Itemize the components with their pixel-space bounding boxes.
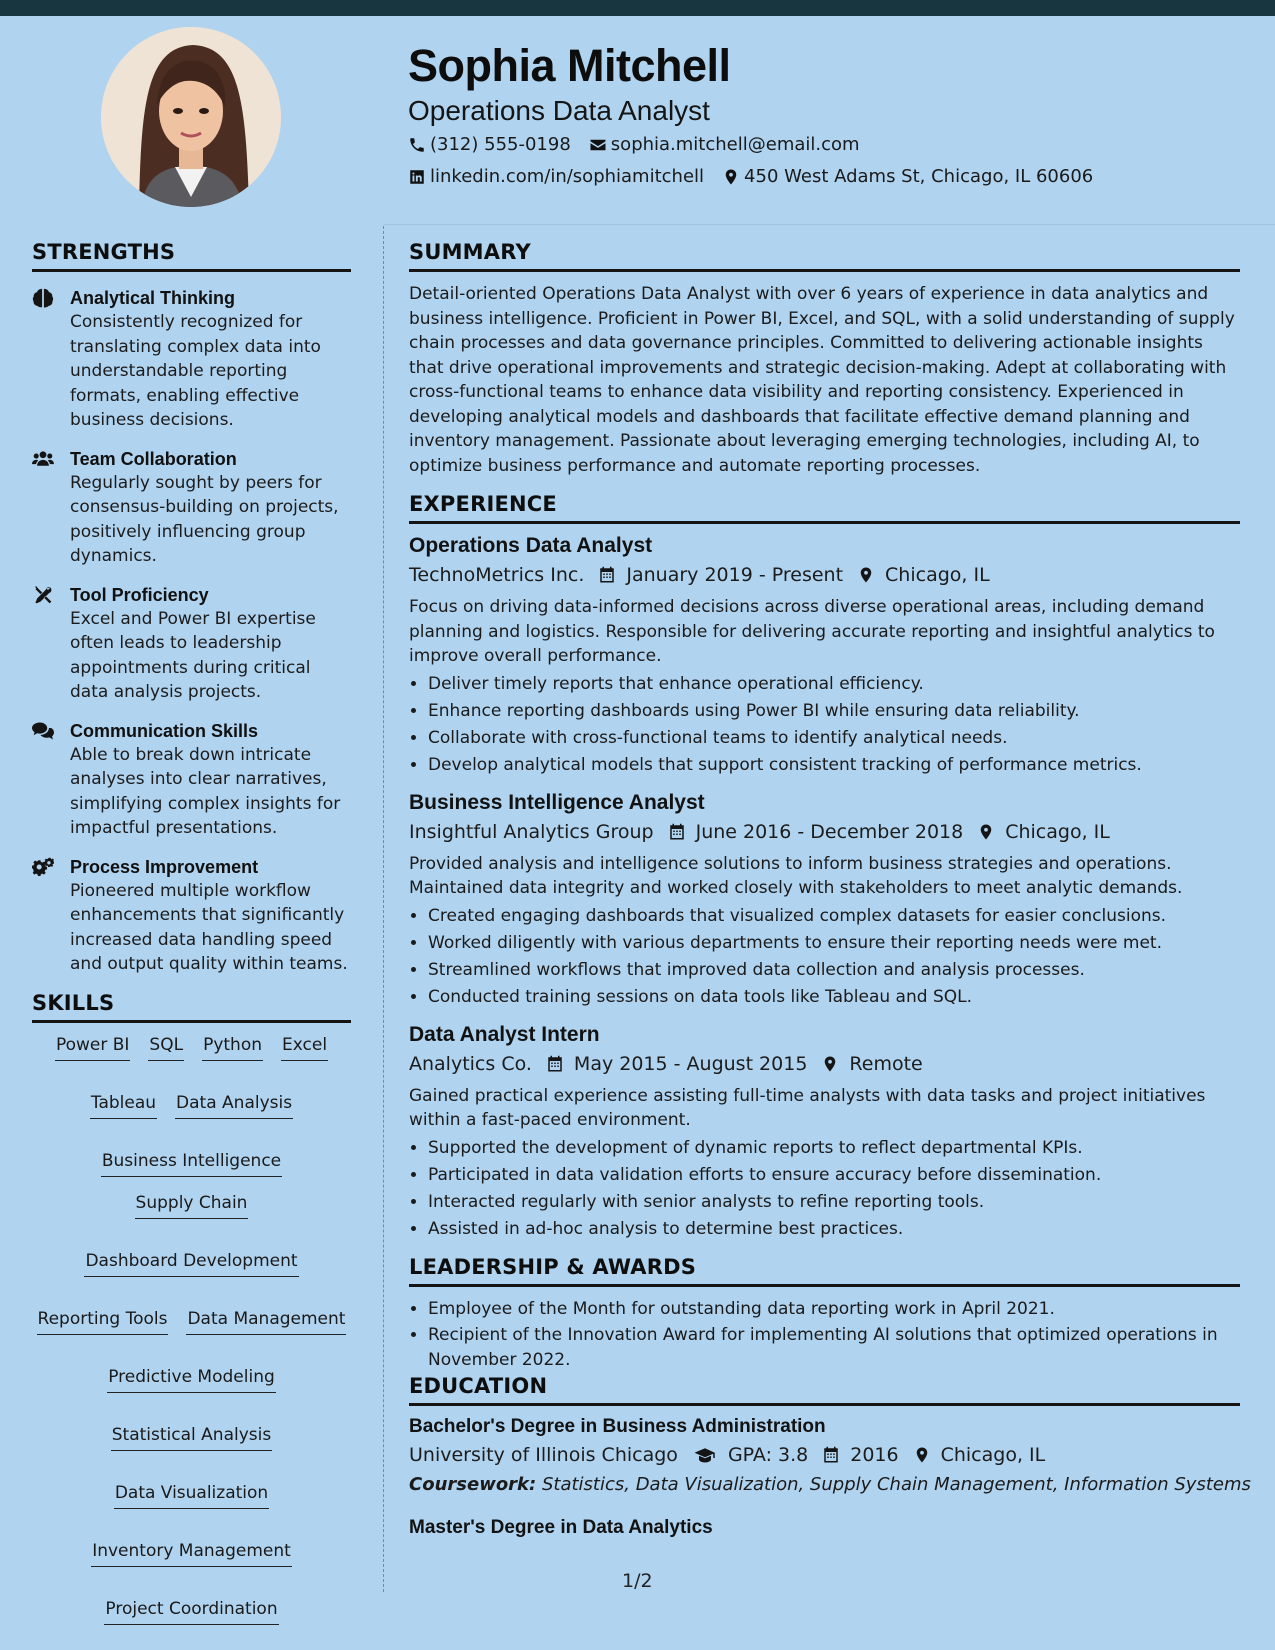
- edu-coursework: [409, 1474, 1251, 1495]
- contact-linkedin[interactable]: [408, 166, 704, 187]
- contact-row-2: [408, 166, 1105, 187]
- address-text: 450 West Adams St, Chicago, IL 60606: [744, 166, 1094, 187]
- edu-location: Chicago, IL: [940, 1444, 1046, 1466]
- map-marker-icon: [977, 823, 995, 841]
- map-marker-icon: [821, 1055, 839, 1073]
- cogs-icon: [32, 857, 54, 877]
- left-column: [32, 240, 351, 1625]
- skill-tag: SQL: [148, 1035, 184, 1061]
- skill-tag: Power BI: [55, 1035, 130, 1061]
- summary-text: Detail-oriented Operations Data Analyst with over 6 years of experience in data analytics and business intelligence. Proficient in Power BI, Excel, and SQL, with a solid understanding of supply chain processes and data governance principles. Committed to delivering actionable insights that drive operational improvements and strategic decision-making. Adept at collaborating with cross-functional teams to enhance data visibility and reporting consistency. Experienced in developing analytical models and dashboards that facilitate effective demand planning and inventory management. Passionate about leveraging emerging technologies, including AI, to optimize business performance and automate reporting processes.: [409, 284, 1235, 476]
- job-bullet: • Participated in data validation efforts to ensure accuracy before dissemination.: [428, 1162, 1240, 1189]
- skill-tag: Business Intelligence: [101, 1151, 282, 1177]
- users-icon: [32, 449, 54, 469]
- phone-icon: [408, 136, 426, 154]
- skill-tag: Predictive Modeling: [107, 1367, 276, 1393]
- contact-email[interactable]: [589, 134, 860, 155]
- contact-row-1: [408, 134, 872, 155]
- strength-item: [32, 855, 351, 977]
- job-location: Chicago, IL: [1005, 820, 1110, 843]
- strength-desc: Able to break down intricate analyses into clear narratives, simplifying complex insights for impactful presentations.: [70, 744, 341, 838]
- page-number: 1/2: [622, 1570, 653, 1592]
- strength-desc: Excel and Power BI expertise often leads to leadership appointments during critical data analysis projects.: [70, 608, 316, 702]
- map-marker-icon: [722, 168, 740, 186]
- skill-tag: Data Visualization: [114, 1483, 269, 1509]
- awards-heading: LEADERSHIP & AWARDS: [409, 1255, 1240, 1287]
- strength-name: Tool Proficiency: [70, 584, 209, 605]
- strengths-list: [32, 286, 351, 977]
- job-bullets: [409, 671, 1240, 779]
- skill-tag: Tableau: [90, 1093, 157, 1119]
- job-meta: [409, 821, 1240, 843]
- calendar-icon: [822, 1446, 840, 1464]
- strength-item: [32, 583, 351, 705]
- job-company: Analytics Co.: [409, 1052, 532, 1075]
- envelope-icon: [589, 136, 607, 154]
- job-meta: [409, 564, 1240, 586]
- job-bullet: • Interacted regularly with senior analysts to refine reporting tools.: [428, 1189, 1240, 1216]
- job-meta: [409, 1053, 1240, 1075]
- job-bullet: • Assisted in ad-hoc analysis to determine best practices.: [428, 1216, 1240, 1243]
- strength-name: Communication Skills: [70, 720, 259, 741]
- strength-name: Team Collaboration: [70, 448, 237, 469]
- job-bullet: • Enhance reporting dashboards using Power BI while ensuring data reliability.: [428, 698, 1240, 725]
- candidate-title: Operations Data Analyst: [408, 95, 710, 126]
- edu-degree: Master's Degree in Data Analytics: [409, 1517, 713, 1538]
- brain-icon: [32, 288, 54, 308]
- edu-degree: Bachelor's Degree in Business Administration: [409, 1416, 826, 1437]
- award-item: • Recipient of the Innovation Award for implementing AI solutions that optimized operations in November 2022.: [428, 1323, 1240, 1372]
- strength-desc: Pioneered multiple workflow enhancements that significantly increased data handling speed and output quality within teams.: [70, 880, 348, 974]
- education-heading: EDUCATION: [409, 1374, 1240, 1406]
- experience-heading: EXPERIENCE: [409, 492, 1240, 524]
- job-dates: June 2016 - December 2018: [695, 820, 964, 843]
- job-description: Focus on driving data-informed decisions across diverse operational areas, including demand planning and logistics. Responsible for delivering accurate reporting and insightful analytics to improve overall performance.: [409, 597, 1215, 666]
- skill-tag: Inventory Management: [91, 1541, 292, 1567]
- calendar-icon: [668, 823, 686, 841]
- strengths-heading: STRENGTHS: [32, 240, 351, 272]
- skills-list: [32, 1035, 351, 1625]
- calendar-icon: [598, 566, 616, 584]
- right-column: [409, 240, 1251, 1539]
- edu-school: University of Illinois Chicago: [409, 1444, 678, 1466]
- strength-item: [32, 719, 351, 841]
- profile-photo: [101, 27, 281, 207]
- job-bullet: • Deliver timely reports that enhance operational efficiency.: [428, 671, 1240, 698]
- edu-year: 2016: [850, 1444, 899, 1466]
- job-bullet: • Develop analytical models that support consistent tracking of performance metrics.: [428, 752, 1240, 779]
- awards-list: [409, 1297, 1240, 1373]
- calendar-icon: [546, 1055, 564, 1073]
- coursework-text: Statistics, Data Visualization, Supply Chain Management, Information Systems: [541, 1474, 1251, 1495]
- linkedin-icon: [408, 168, 426, 186]
- skills-heading: SKILLS: [32, 991, 351, 1023]
- job-bullets: [409, 1135, 1240, 1243]
- job-dates: January 2019 - Present: [626, 564, 844, 586]
- job-company: Insightful Analytics Group: [409, 820, 654, 843]
- contact-phone: [408, 134, 571, 155]
- job-location: Remote: [849, 1052, 923, 1075]
- job-bullet: • Collaborate with cross-functional teams to identify analytical needs.: [428, 725, 1240, 752]
- skill-tag: Project Coordination: [104, 1599, 278, 1625]
- experience-entry: [409, 534, 1240, 779]
- job-bullet: • Conducted training sessions on data tools like Tableau and SQL.: [428, 984, 1240, 1011]
- job-bullet: • Created engaging dashboards that visualized complex datasets for easier conclusions.: [428, 903, 1240, 930]
- strength-desc: Consistently recognized for translating complex data into understandable reporting formats, enabling effective business decisions.: [70, 312, 321, 430]
- job-location: Chicago, IL: [885, 564, 990, 586]
- job-dates: May 2015 - August 2015: [573, 1052, 808, 1075]
- experience-entry: [409, 791, 1240, 1011]
- skill-tag: Excel: [281, 1035, 328, 1061]
- skill-tag: Python: [202, 1035, 263, 1061]
- header-divider: [384, 224, 1275, 225]
- strength-item: [32, 286, 351, 433]
- strength-name: Analytical Thinking: [70, 288, 236, 308]
- tools-icon: [32, 585, 54, 605]
- job-bullet: • Worked diligently with various departments to ensure their reporting needs were met.: [428, 930, 1240, 957]
- job-company: TechnoMetrics Inc.: [409, 564, 585, 586]
- candidate-name: Sophia Mitchell: [408, 40, 731, 91]
- column-divider: [383, 226, 384, 1592]
- job-bullets: [409, 903, 1240, 1011]
- award-item: • Employee of the Month for outstanding data reporting work in April 2021.: [428, 1297, 1240, 1322]
- comments-icon: [32, 721, 54, 741]
- strength-name: Process Improvement: [70, 856, 259, 877]
- strength-desc: Regularly sought by peers for consensus-building on projects, positively influencing group dynamics.: [70, 472, 339, 566]
- email-text[interactable]: sophia.mitchell@email.com: [610, 134, 860, 155]
- job-bullet: • Supported the development of dynamic reports to reflect departmental KPIs.: [428, 1135, 1240, 1162]
- contact-address: [722, 166, 1093, 187]
- skill-tag: Statistical Analysis: [111, 1425, 272, 1451]
- linkedin-text[interactable]: linkedin.com/in/sophiamitchell: [430, 166, 705, 187]
- skill-tag: Supply Chain: [135, 1193, 249, 1219]
- edu-gpa: GPA: 3.8: [727, 1444, 809, 1466]
- skill-tag: Data Analysis: [175, 1093, 293, 1119]
- top-accent-bar: [0, 0, 1275, 16]
- job-role: Business Intelligence Analyst: [409, 790, 705, 814]
- skill-tag: Data Management: [186, 1309, 346, 1335]
- strength-item: [32, 447, 351, 569]
- job-bullet: • Streamlined workflows that improved data collection and analysis processes.: [428, 957, 1240, 984]
- summary-heading: SUMMARY: [409, 240, 1240, 272]
- map-marker-icon: [857, 566, 875, 584]
- skill-tag: Reporting Tools: [37, 1309, 169, 1335]
- edu-meta: [409, 1444, 1240, 1466]
- job-role: Data Analyst Intern: [409, 1022, 600, 1046]
- coursework-label: Coursework:: [409, 1474, 537, 1495]
- job-description: Provided analysis and intelligence solutions to inform business strategies and operations. Maintained data integrity and worked closely with stakeholders to meet analytic demands.: [409, 853, 1183, 898]
- phone-text: (312) 555-0198: [430, 134, 571, 155]
- job-description: Gained practical experience assisting full-time analysts with data tasks and project initiatives within a fast-paced environment.: [409, 1085, 1206, 1130]
- skill-tag: Dashboard Development: [84, 1251, 298, 1277]
- map-marker-icon: [913, 1446, 931, 1464]
- graduation-cap-icon: [692, 1446, 718, 1464]
- experience-entry: [409, 1023, 1240, 1243]
- job-role: Operations Data Analyst: [409, 534, 653, 557]
